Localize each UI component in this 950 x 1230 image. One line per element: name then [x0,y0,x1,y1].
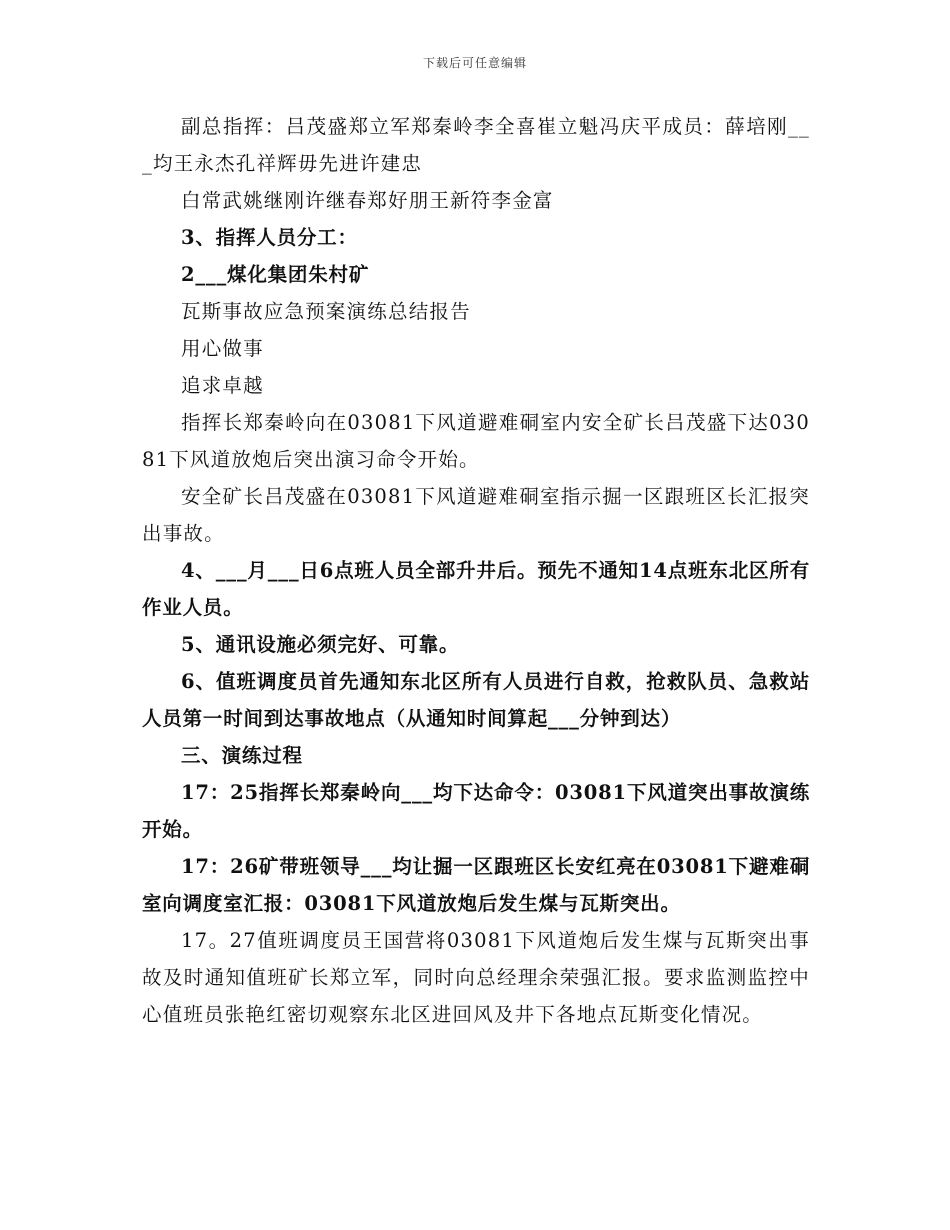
paragraph: 副总指挥：吕茂盛郑立军郑秦岭李全喜崔立魁冯庆平成员：薛培刚___均王永杰孔祥辉毋先进许建忠 [142,115,810,175]
page-header: 下载后可任意编辑 [422,56,527,70]
document-body [142,108,810,1033]
list-item: 4、___月___日6点班人员全部升井后。预先不通知14点班东北区所有作业人员。 [142,559,810,619]
paragraph: 白常武姚继刚许继春郑好朋王新符李金富 [181,189,554,212]
paragraph: 安全矿长吕茂盛在03081下风道避难硐室指示掘一区跟班区长汇报突出事故。 [142,485,810,545]
timeline-entry: 17。27值班调度员王国营将03081下风道炮后发生煤与瓦斯突出事故及时通知值班矿长郑立军，同时向总经理余荣强汇报。要求监测监控中心值班员张艳红密切观察东北区进回风及井下各地点瓦斯变化情况。 [142,929,810,1026]
timeline-entry: 17：25指挥长郑秦岭向___均下达命令：03081下风道突出事故演练开始。 [142,781,810,841]
paragraph: 瓦斯事故应急预案演练总结报告 [181,300,471,323]
paragraph: 用心做事 [181,337,264,360]
paragraph: 指挥长郑秦岭向在03081下风道避难硐室内安全矿长吕茂盛下达03081下风道放炮后突出演习命令开始。 [142,411,810,471]
section-heading: 三、演练过程 [181,744,303,767]
section-heading: 2___煤化集团朱村矿 [181,263,370,286]
list-item: 5、通讯设施必须完好、可靠。 [181,633,460,656]
timeline-entry: 17：26矿带班领导___均让掘一区跟班区长安红亮在03081下避难硐室向调度室汇报：03081下风道放炮后发生煤与瓦斯突出。 [142,855,810,915]
list-item: 6、值班调度员首先通知东北区所有人员进行自救，抢救队员、急救站人员第一时间到达事故地点（从通知时间算起___分钟到达） [142,670,810,730]
section-heading: 3、指挥人员分工： [181,226,358,249]
paragraph: 追求卓越 [181,374,264,397]
